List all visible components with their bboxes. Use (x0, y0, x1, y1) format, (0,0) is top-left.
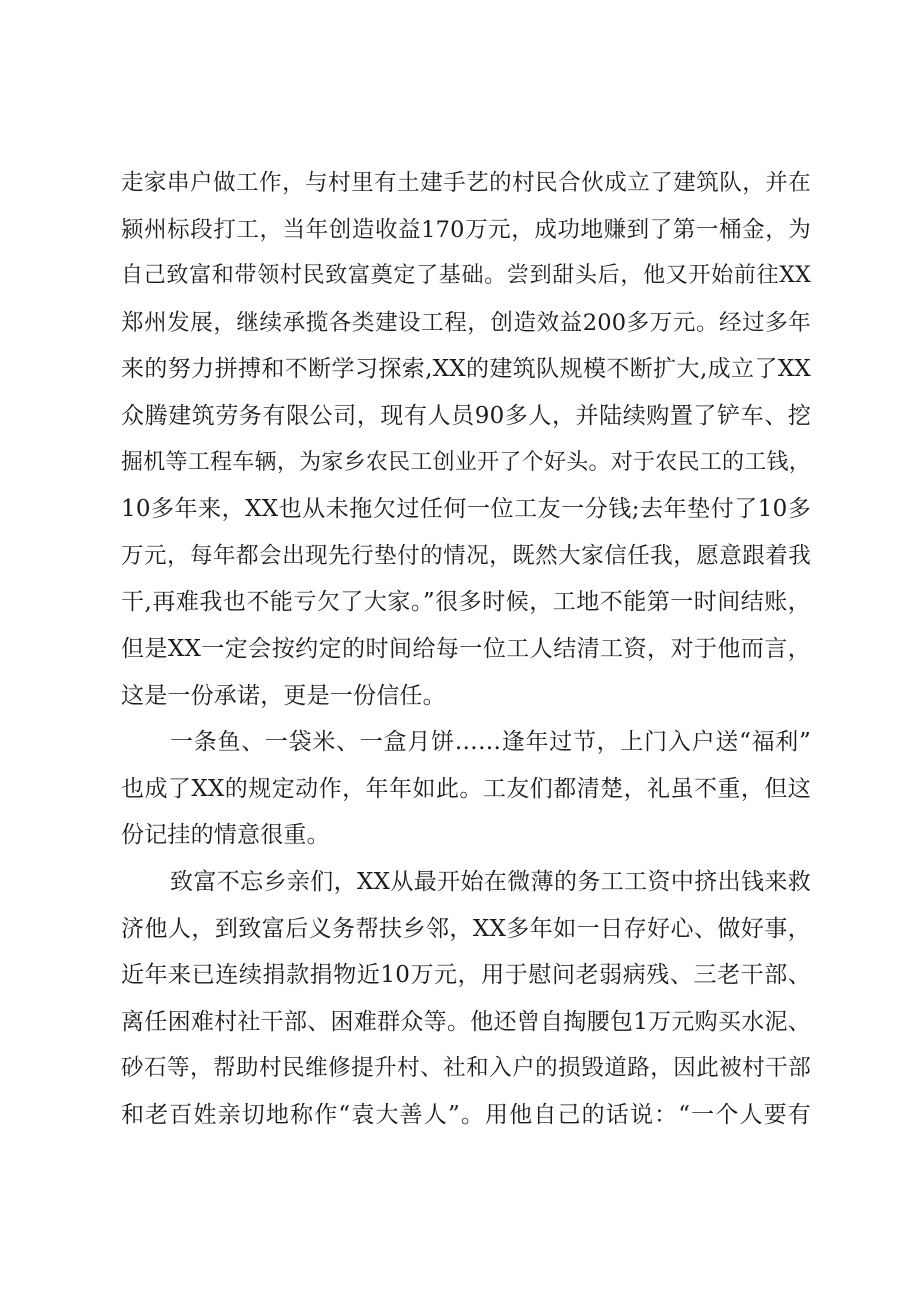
text-line: 济他人，到致富后义务帮扶乡邻，XX多年如一日存好心、做好事， (121, 915, 811, 942)
text-line: 颍州标段打工，当年创造收益170万元，成功地赚到了第一桶金，为 (121, 216, 811, 243)
text-line: 砂石等，帮助村民维修提升村、社和入户的损毁道路，因此被村干部 (121, 1055, 811, 1082)
text-line: 致富不忘乡亲们，XX从最开始在微薄的务工工资中挤出钱来救 (170, 868, 811, 895)
text-line: 近年来已连续捐款捐物近10万元，用于慰问老弱病残、三老干部、 (121, 962, 811, 989)
text-line: 也成了XX的规定动作，年年如此。工友们都清楚，礼虽不重，但这 (121, 775, 811, 802)
text-line: 和老百姓亲切地称作“袁大善人”。用他自己的话说：“一个人要有 (121, 1101, 811, 1128)
text-line: 一条鱼、一袋米、一盒月饼……逢年过节，上门入户送“福利” (170, 729, 811, 756)
text-line: 众腾建筑劳务有限公司，现有人员90多人，并陆续购置了铲车、挖 (121, 402, 811, 429)
text-line: 自己致富和带领村民致富奠定了基础。尝到甜头后，他又开始前往XX (121, 263, 811, 289)
text-line: 万元，每年都会出现先行垫付的情况，既然大家信任我，愿意跟着我 (121, 542, 811, 569)
text-line: 走家串户做工作，与村里有土建手艺的村民合伙成立了建筑队，并在 (121, 170, 811, 196)
body-text (121, 160, 811, 1138)
text-line: 这是一份承诺，更是一份信任。 (121, 682, 446, 709)
text-line: 郑州发展，继续承揽各类建设工程，创造效益200多万元。经过多年 (121, 309, 811, 336)
text-line: 干,再难我也不能亏欠了大家。”很多时候，工地不能第一时间结账， (121, 589, 811, 616)
text-line: 但是XX一定会按约定的时间给每一位工人结清工资，对于他而言， (121, 635, 811, 662)
text-line: 10多年来，XX也从未拖欠过任何一位工友一分钱;去年垫付了10多 (121, 496, 811, 523)
paragraph-2 (121, 719, 811, 859)
text-line: 离任困难村社干部、困难群众等。他还曾自掏腰包1万元购买水泥、 (121, 1008, 811, 1035)
paragraph-3 (121, 859, 811, 1139)
text-line: 份记挂的情意很重。 (121, 822, 330, 849)
paragraph-1 (121, 160, 811, 719)
text-line: 掘机等工程车辆，为家乡农民工创业开了个好头。对于农民工的工钱， (121, 449, 811, 475)
text-line: 来的努力拼搏和不断学习探索,XX的建筑队规模不断扩大,成立了XX (121, 356, 811, 383)
